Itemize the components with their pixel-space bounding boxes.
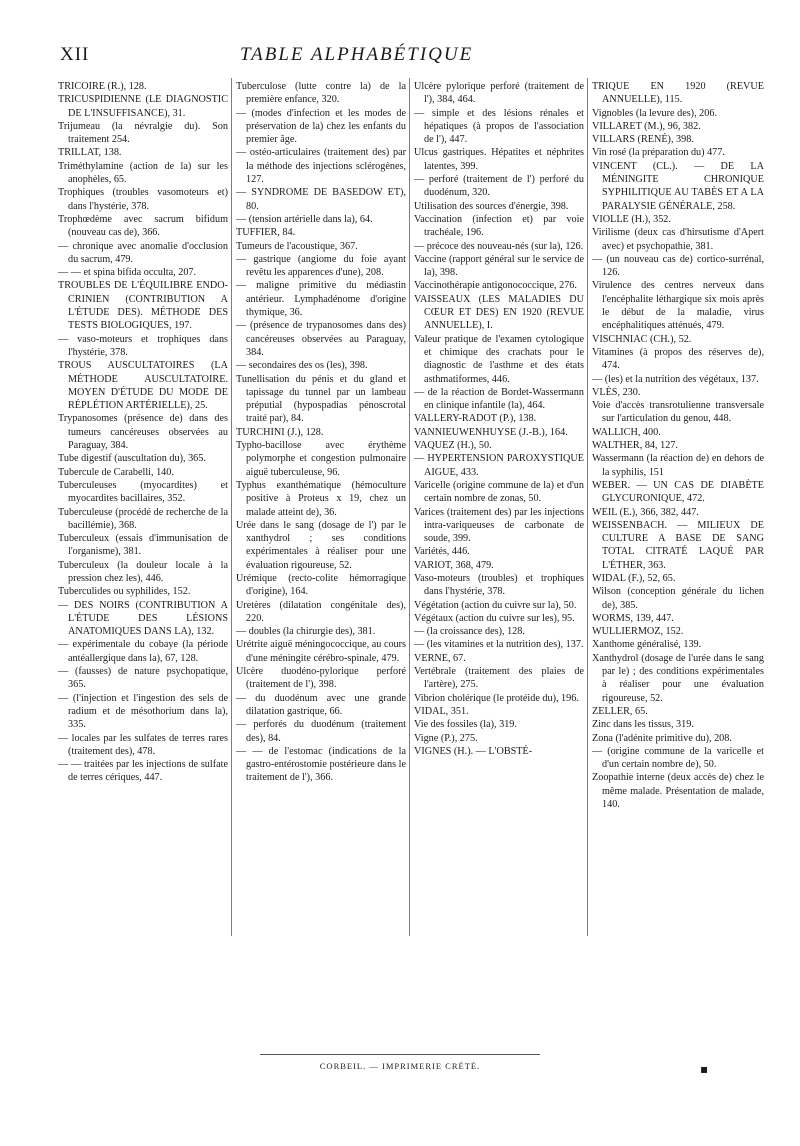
- index-entry: — (fausses) de nature psychopatique, 365.: [58, 666, 228, 691]
- index-entry: — vaso-moteurs et trophiques dans l'hystérie, 378.: [58, 333, 228, 358]
- index-entry: Ulcère pylorique perforé (traitement de l'), 384, 464.: [414, 81, 584, 106]
- index-entry: — (présence de trypanosomes dans des) cancéreuses observées au Paraguay, 384.: [236, 320, 406, 358]
- index-entry: Vie des fossiles (la), 319.: [414, 719, 517, 731]
- index-entry: Vitamines (à propos des réserves de), 474.: [592, 346, 764, 372]
- index-entry: Zoopathie interne (deux accès de) chez le même malade. Présentation de malade, 140.: [592, 772, 764, 811]
- index-entry: Tuberculeux (la douleur locale à la pression chez les), 446.: [58, 559, 228, 584]
- index-entry: Wilson (conception générale du lichen de), 385.: [592, 586, 764, 611]
- index-entry: VILLARS (RENÉ), 398.: [592, 134, 694, 146]
- index-entry: Varicelle (origine commune de la) et d'un certain nombre de zonas, 50.: [414, 479, 584, 505]
- running-title: TABLE ALPHABÉTIQUE: [240, 44, 474, 65]
- index-entry: VARIOT, 368, 479.: [414, 559, 494, 571]
- index-entry: — simple et des lésions rénales et hépatiques (à propos de l'association de l'), 447.: [414, 107, 584, 146]
- index-entry: VIOLLE (H.), 352.: [592, 213, 671, 225]
- index-entry: Ulcus gastriques. Hépatites et néphrites latentes, 399.: [414, 147, 584, 172]
- index-entry: Vertébrale (traitement des plaies de l'artère), 275.: [414, 666, 584, 691]
- index-entry: WIDAL (F.), 52, 65.: [592, 572, 676, 584]
- index-entry: — maligne primitive du médiastin antérieur. Lymphadénome d'origine thymique, 36.: [236, 280, 406, 319]
- index-entry: — doubles (la chirurgie des), 381.: [236, 626, 376, 638]
- index-entry: Wassermann (la réaction de) en dehors de la syphilis, 151: [592, 453, 764, 478]
- index-entry: TRIQUE EN 1920 (REVUE ANNUELLE), 115.: [592, 81, 764, 106]
- index-entry: — perforés du duodénum (traitement des), 84.: [236, 719, 406, 744]
- index-entry: Variétés, 446.: [414, 546, 470, 558]
- index-entry: VISCHNIAC (CH.), 52.: [592, 333, 692, 345]
- index-entry: Vaccinothérapie antigonococcique, 276.: [414, 280, 577, 292]
- index-entry: Tubercule de Carabelli, 140.: [58, 466, 174, 478]
- index-entry: Triméthylamine (action de la) sur les anophèles, 65.: [58, 160, 228, 186]
- index-entry: VANNIEUWENHUYSE (J.-B.), 164.: [414, 426, 568, 438]
- index-entry: WEBER. — UN CAS DE DIABÈTE GLYCURONIQUE, 472.: [592, 479, 764, 505]
- index-entry: — (modes d'infection et les modes de préservation de la) chez les enfants du premier âge.: [236, 107, 406, 146]
- index-entry: — du duodénum avec une grande dilatation gastrique, 66.: [236, 692, 406, 717]
- index-entry: VIGNES (H.). — L'OBSTÉ-: [414, 745, 533, 757]
- index-entry: Trijumeau (la névralgie du). Son traitement 254.: [58, 120, 228, 146]
- index-entry: WULLIERMOZ, 152.: [592, 626, 684, 638]
- index-entry: Typho-bacillose avec érythème polymorphe et congestion pulmonaire aiguë tuberculeuse, 96.: [236, 440, 406, 478]
- index-column-4: [592, 80, 764, 811]
- index-entry: Vaso-moteurs (troubles) et trophiques dans l'hystérie, 378.: [414, 572, 584, 598]
- index-entry: TURCHINI (J.), 128.: [236, 426, 324, 438]
- index-entry: — — et spina bifida occulta, 207.: [58, 267, 197, 279]
- index-entry: Vaccine (rapport général sur le service de la), 398.: [414, 253, 584, 279]
- index-entry: — — traitées par les injections de sulfate de terres cériques, 447.: [58, 759, 228, 784]
- index-entry: — — de l'estomac (indications de la gastro-entérostomie postérieure dans le traitement de l'), 366.: [236, 745, 406, 784]
- index-entry: WALLICH, 400.: [592, 426, 661, 438]
- index-entry: — (la croissance des), 128.: [414, 626, 525, 638]
- index-entry: Uretères (dilatation congénitale des), 220.: [236, 599, 406, 624]
- index-entry: Xanthydrol (dosage de l'urée dans le sang par le) ; des conditions expérimentales à réaliser pour une évaluation rigoureuse, 52.: [592, 652, 764, 704]
- index-entry: VAQUEZ (H.), 50.: [414, 440, 492, 452]
- index-entry: Végétation (action du cuivre sur la), 50.: [414, 599, 577, 611]
- index-entry: ZELLER, 65.: [592, 705, 648, 717]
- index-column-1: [58, 80, 228, 785]
- index-entry: Tube digestif (auscultation du), 365.: [58, 453, 206, 465]
- index-entry: VALLERY-RADOT (P.), 138.: [414, 413, 537, 425]
- index-entry: Vigne (P.), 275.: [414, 732, 478, 744]
- index-entry: Végétaux (action du cuivre sur les), 95.: [414, 612, 575, 624]
- index-entry: Tuberculeuses (myocardites) et myocardites bacillaires, 352.: [58, 479, 228, 505]
- index-entry: Valeur pratique de l'examen cytologique et chimique des crachats pour le diagnostic de l'asthme et des états asthmatiformes, 446.: [414, 333, 584, 385]
- index-entry: — (les vitamines et la nutrition des), 137.: [414, 639, 584, 651]
- index-entry: VILLARET (M.), 96, 382.: [592, 120, 701, 132]
- index-entry: VERNE, 67.: [414, 652, 466, 664]
- index-entry: TROUS AUSCULTATOIRES (LA MÉTHODE AUSCULTATOIRE. MOYEN D'ÉTUDE DU MODE DE RÉPLÉTION ARTÉRIELLE), 25.: [58, 360, 228, 412]
- index-entry: — secondaires des os (les), 398.: [236, 360, 368, 372]
- index-entry: TRILLAT, 138.: [58, 147, 122, 159]
- index-entry: — (tension artérielle dans la), 64.: [236, 213, 373, 225]
- index-entry: — locales par les sulfates de terres rares (traitement des), 478.: [58, 732, 228, 757]
- index-entry: — expérimentale du cobaye (la période antéallergique dans la), 67, 128.: [58, 639, 228, 664]
- index-entry: Vaccination (infection et) par voie trachéale, 196.: [414, 213, 584, 239]
- index-entry: — (origine commune de la varicelle et d'un certain nombre de), 50.: [592, 745, 764, 771]
- footer-dot: ▪: [700, 1062, 709, 1076]
- index-entry: — gastrique (angiome du foie ayant revêtu les apparences d'une), 208.: [236, 253, 406, 279]
- index-entry: TRICUSPIDIENNE (LE DIAGNOSTIC DE L'INSUFFISANCE), 31.: [58, 94, 228, 119]
- index-entry: — perforé (traitement de l') perforé du duodénum, 320.: [414, 174, 584, 199]
- index-entry: Tuberculeuse (procédé de recherche de la bacillémie), 368.: [58, 506, 228, 531]
- index-entry: — précoce des nouveau-nés (sur la), 126.: [414, 240, 584, 252]
- footer-rule: [260, 1054, 540, 1055]
- index-entry: Vignobles (la levure des), 206.: [592, 107, 718, 119]
- index-entry: Voie d'accès transrotulienne transversale sur l'articulation du genou, 448.: [592, 400, 764, 425]
- index-entry: Tuberculeux (essais d'immunisation de l'organisme), 381.: [58, 533, 228, 558]
- index-entry: WORMS, 139, 447.: [592, 612, 674, 624]
- index-entry: — (l'injection et l'ingestion des sels de radium et de mésothorium dans la), 335.: [58, 692, 228, 731]
- index-entry: Virulence des centres nerveux dans l'encéphalite léthargique six mois après le début de la maladie, virus encéphalitiques atténués, 479.: [592, 280, 764, 332]
- index-entry: Urétrite aiguë méningococcique, au cours d'une méningite cérébro-spinale, 479.: [236, 639, 407, 664]
- index-entry: — (un nouveau cas de) cortico-surrénal, 126.: [592, 253, 764, 279]
- index-entry: Vin rosé (la préparation du) 477.: [592, 147, 725, 159]
- index-entry: Ulcère duodéno-pylorique perforé (traitement de l'), 398.: [236, 666, 406, 691]
- column-rule: [409, 78, 410, 936]
- index-entry: Virilisme (deux cas d'hirsutisme d'Apert avec) et psychopathie, 381.: [592, 227, 764, 252]
- index-entry: Zona (l'adénite primitive du), 208.: [592, 732, 732, 744]
- index-column-2: [236, 80, 406, 785]
- index-entry: VAISSEAUX (LES MALADIES DU CŒUR ET DES) EN 1920 (REVUE ANNUELLE), I.: [414, 293, 584, 332]
- index-entry: Trophœdème avec sacrum bifidum (nouveau cas de), 366.: [58, 213, 228, 239]
- index-entry: VINCENT (CL.). — DE LA MÉNINGITE CHRONIQUE SYPHILITIQUE AU TABÈS ET A LA PARALYSIE GÉNÉRALE, 258.: [592, 160, 764, 212]
- page-number: XII: [60, 44, 90, 65]
- index-entry: — de la réaction de Bordet-Wassermann en clinique infantile (la), 464.: [414, 386, 584, 412]
- index-entry: Tuberculose (lutte contre la) de la première enfance, 320.: [236, 81, 406, 106]
- index-entry: Utilisation des sources d'énergie, 398.: [414, 200, 569, 212]
- index-entry: Xanthome généralisé, 139.: [592, 639, 702, 651]
- index-entry: Tuberculides ou syphilides, 152.: [58, 586, 191, 598]
- index-entry: Urée dans le sang (dosage de l') par le xanthydrol ; ses conditions expérimentales à réaliser pour une évaluation rigoureuse, 52.: [236, 519, 406, 571]
- index-entry: Varices (traitement des) par les injections intra-variqueuses de carbonate de soude, 399.: [414, 506, 584, 545]
- index-entry: Typhus exanthématique (hémoculture positive à Proteus x 19, chez un malade atteint de), 36.: [236, 479, 406, 518]
- index-entry: Zinc dans les tissus, 319.: [592, 719, 694, 731]
- index-entry: TRICOIRE (R.), 128.: [58, 81, 147, 92]
- column-rule: [587, 78, 588, 936]
- index-entry: TROUBLES DE L'ÉQUILIBRE ENDO-CRINIEN (CONTRIBUTION A L'ÉTUDE DES). MÉTHODE DES TESTS BIOLOGIQUES, 197.: [58, 280, 228, 332]
- index-column-3: [414, 80, 584, 758]
- index-entry: Vibrion cholérique (le protéide du), 196.: [414, 692, 579, 704]
- index-entry: VIDAL, 351.: [414, 705, 469, 717]
- index-entry: — (les) et la nutrition des végétaux, 137.: [592, 373, 759, 385]
- index-entry: Urémique (recto-colite hémorragique d'origine), 164.: [236, 572, 406, 598]
- index-entry: Tumeurs de l'acoustique, 367.: [236, 240, 358, 252]
- printer-imprint: CORBEIL. — IMPRIMERIE CRÉTÉ.: [319, 1061, 481, 1071]
- index-entry: TUFFIER, 84.: [236, 227, 296, 239]
- index-entry: WEIL (E.), 366, 382, 447.: [592, 506, 699, 518]
- index-entry: — chronique avec anomalie d'occlusion du sacrum, 479.: [58, 240, 228, 265]
- index-entry: — ostéo-articulaires (traitement des) par la méthode des injections sclérogènes, 127.: [236, 147, 406, 186]
- index-entry: Tunellisation du pénis et du gland et tapissage du tunnel par un lambeau préputial (hypospadias pénoscrotal traité par), 84.: [236, 373, 406, 425]
- column-rule: [231, 78, 232, 936]
- index-entry: — SYNDROME DE BASEDOW ET), 80.: [236, 187, 406, 212]
- index-entry: Trophiques (troubles vasomoteurs et) dans l'hystérie, 378.: [58, 187, 228, 212]
- index-entry: WEISSENBACH. — MILIEUX DE CULTURE A BASE DE SANG TOTAL CITRATÉ LAQUÉ PAR L'ÉTHER, 363.: [592, 519, 764, 571]
- index-entry: — DES NOIRS (CONTRIBUTION A L'ÉTUDE DES LÉSIONS ANATOMIQUES DANS LA), 132.: [58, 599, 228, 638]
- index-entry: Trypanosomes (présence de) dans des tumeurs cancéreuses observées au Paraguay, 384.: [58, 413, 228, 452]
- index-entry: VLÈS, 230.: [592, 386, 641, 398]
- index-entry: WALTHER, 84, 127.: [592, 440, 678, 452]
- index-entry: — HYPERTENSION PAROXYSTIQUE AIGUE, 433.: [414, 453, 584, 478]
